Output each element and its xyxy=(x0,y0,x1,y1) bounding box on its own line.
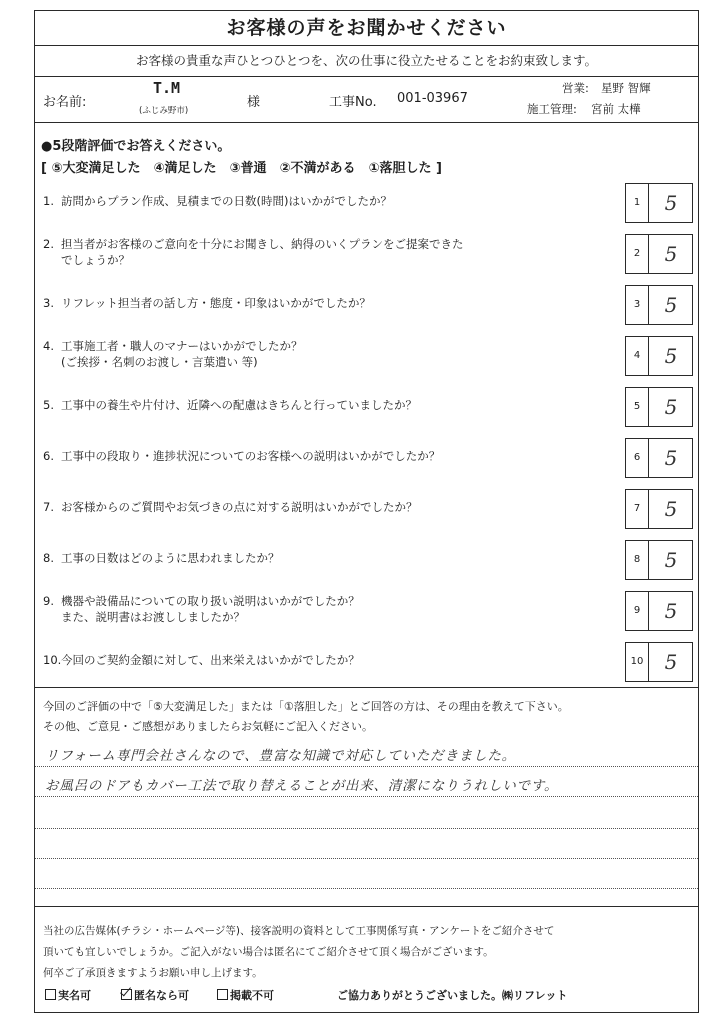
comments-prompt-2: その他、ご意見・ご感想がありましたらお気軽にご記入ください。 xyxy=(43,720,373,733)
customer-city: (ふじみ野市) xyxy=(139,106,189,116)
construction-label: 施工管理: xyxy=(527,102,577,116)
score-box-number: 7 xyxy=(626,490,649,528)
score-box[interactable] xyxy=(625,591,693,631)
score-box-number: 8 xyxy=(626,541,649,579)
footer-text-1: 当社の広告媒体(チラシ・ホームページ等)、接客説明の資料として工事関係写真・アンケートをご紹介させて xyxy=(43,925,555,937)
question-line: リフレット担当者の話し方・態度・印象はいかがでしたか？ xyxy=(61,296,371,310)
question-line: でしょうか？ xyxy=(61,253,130,267)
question-number: 1. xyxy=(43,194,54,208)
score-value: 5 xyxy=(664,497,678,521)
score-value: 5 xyxy=(664,395,678,419)
comments-section xyxy=(35,687,698,794)
score-box[interactable] xyxy=(625,234,693,274)
question-line: 工事の日数はどのように思われましたか？ xyxy=(61,551,280,565)
question-number: 6. xyxy=(43,449,54,463)
question-text xyxy=(43,550,280,566)
form-subtitle: お客様の貴重な声ひとつひとつを、次の仕事に役立たせることをお約束致します。 xyxy=(35,46,698,77)
question-number: 3. xyxy=(43,296,54,310)
score-box-number: 2 xyxy=(626,235,649,273)
checkbox-anonymous[interactable] xyxy=(121,989,132,1000)
name-label: お名前: xyxy=(43,95,87,110)
question-number: 9. xyxy=(43,594,54,608)
question-line: 工事中の養生や片付け、近隣への配慮はきちんと行っていましたか？ xyxy=(61,398,418,412)
score-value: 5 xyxy=(664,191,678,215)
question-line: 機器や設備品についての取り扱い説明はいかがでしたか？ xyxy=(61,594,360,608)
rating-heading: ●5段階評価でお答えください。 xyxy=(41,139,231,154)
score-value: 5 xyxy=(664,650,678,674)
score-box[interactable] xyxy=(625,642,693,682)
question-text xyxy=(43,295,371,311)
question-number: 5. xyxy=(43,398,54,412)
score-box-number: 9 xyxy=(626,592,649,630)
question-line: 担当者がお客様のご意向を十分にお聞きし、納得のいくプランをご提案できた xyxy=(61,237,464,251)
footer-text-3: 何卒ご了承頂きますようお願い申し上げます。 xyxy=(43,967,263,979)
question-text xyxy=(43,499,418,515)
question-number: 8. xyxy=(43,551,54,565)
question-text xyxy=(43,397,417,413)
footer-section xyxy=(35,906,698,1013)
construction-name: 宮前 太樺 xyxy=(591,102,641,116)
checkbox-no-publish[interactable] xyxy=(217,989,228,1000)
question-text xyxy=(43,448,440,464)
score-box[interactable] xyxy=(625,285,693,325)
question-number: 4. xyxy=(43,339,54,353)
rating-scale: [ ⑤大変満足した ④満足した ③普通 ②不満がある ①落胆した ] xyxy=(41,161,442,176)
comment-line-2: お風呂のドアもカバー工法で取り替えることが出来、清潔になりうれしいです。 xyxy=(45,778,559,794)
score-box-number: 4 xyxy=(626,337,649,375)
score-box-number: 5 xyxy=(626,388,649,426)
score-value: 5 xyxy=(664,344,678,368)
comment-rule xyxy=(35,796,698,797)
question-number: 10. xyxy=(43,653,62,667)
question-text xyxy=(43,652,360,668)
question-line: 訪問からプラン作成、見積までの日数(時間)はいかがでしたか？ xyxy=(61,194,392,208)
score-value: 5 xyxy=(664,293,678,317)
question-text xyxy=(43,236,464,268)
score-value: 5 xyxy=(664,242,678,266)
score-box[interactable] xyxy=(625,438,693,478)
survey-form xyxy=(34,10,699,1013)
question-line: また、説明書はお渡ししましたか？ xyxy=(61,610,245,624)
option-no-publish[interactable] xyxy=(217,987,274,1003)
comment-rule xyxy=(35,766,698,767)
score-box[interactable] xyxy=(625,540,693,580)
score-value: 5 xyxy=(664,446,678,470)
score-box[interactable] xyxy=(625,183,693,223)
sales-name: 星野 智輝 xyxy=(601,81,651,95)
question-text xyxy=(43,193,392,209)
customer-info-row xyxy=(35,77,698,123)
question-line: 工事中の段取り・進捗状況についてのお客様への説明はいかがでしたか？ xyxy=(61,449,441,463)
score-box[interactable] xyxy=(625,489,693,529)
comment-rule xyxy=(35,828,698,829)
comments-prompt-1: 今回のご評価の中で「⑤大変満足した」または「①落胆した」とご回答の方は、その理由を教えて下さい。 xyxy=(43,700,569,713)
score-box-number: 1 xyxy=(626,184,649,222)
option-anonymous[interactable] xyxy=(121,987,189,1003)
project-no: 001-03967 xyxy=(397,91,468,106)
score-box[interactable] xyxy=(625,387,693,427)
comment-rule xyxy=(35,858,698,859)
customer-name: T.M xyxy=(153,79,181,97)
footer-text-2: 頂いても宜しいでしょうか。ご記入がない場合は匿名にてご紹介させて頂く場合がございます。 xyxy=(43,946,494,958)
question-text xyxy=(43,593,360,625)
option-label: 匿名なら可 xyxy=(134,989,189,1002)
form-title: お客様の声をお聞かせください xyxy=(35,11,698,46)
comment-line-1: リフォーム専門会社さんなので、豊富な知識で対応していただきました。 xyxy=(45,748,516,764)
thanks-message: ご協力ありがとうございました。㈱リフレット xyxy=(337,989,568,1002)
score-value: 5 xyxy=(664,599,678,623)
score-value: 5 xyxy=(664,548,678,572)
question-number: 7. xyxy=(43,500,54,514)
comment-rule xyxy=(35,888,698,889)
question-line: お客様からのご質問やお気づきの点に対する説明はいかがでしたか？ xyxy=(61,500,418,514)
option-label: 実名可 xyxy=(58,989,91,1002)
honorific: 様 xyxy=(247,95,261,110)
checkbox-real-name[interactable] xyxy=(45,989,56,1000)
score-box-number: 10 xyxy=(626,643,649,681)
score-box-number: 3 xyxy=(626,286,649,324)
score-box[interactable] xyxy=(625,336,693,376)
sales-label: 営業: xyxy=(562,81,589,95)
question-line: 工事施工者・職人のマナーはいかがでしたか？ xyxy=(61,339,303,353)
option-label: 掲載不可 xyxy=(230,989,274,1002)
score-box-number: 6 xyxy=(626,439,649,477)
question-line: 今回のご契約金額に対して、出来栄えはいかがでしたか？ xyxy=(61,653,360,667)
project-no-label: 工事No. xyxy=(329,95,377,110)
question-text xyxy=(43,338,303,370)
question-line: (ご挨拶・名刺のお渡し・言葉遣い 等) xyxy=(61,355,258,369)
option-real-name[interactable] xyxy=(45,987,91,1003)
question-number: 2. xyxy=(43,237,54,251)
